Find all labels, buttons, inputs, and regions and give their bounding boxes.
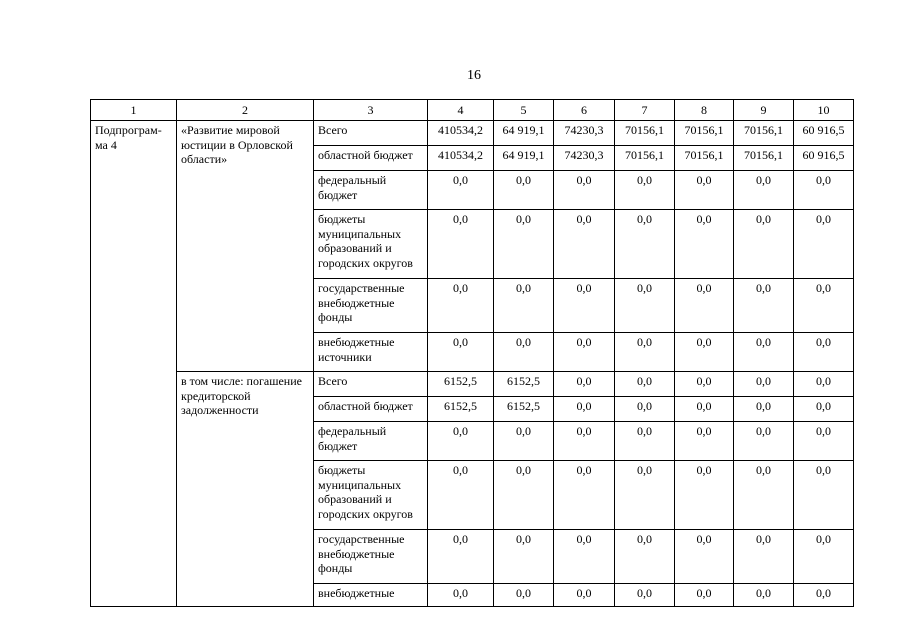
value-cell: 0,0: [428, 461, 494, 530]
value-cell: 410534,2: [428, 121, 494, 146]
column-header: 7: [615, 100, 675, 121]
value-cell: 0,0: [794, 530, 854, 584]
table-row: [91, 372, 854, 397]
value-cell: 0,0: [494, 422, 554, 461]
funding-source: областной бюджет: [314, 146, 428, 171]
value-cell: 0,0: [734, 422, 794, 461]
table-row: [91, 121, 854, 146]
column-header: 10: [794, 100, 854, 121]
value-cell: 0,0: [615, 397, 675, 422]
value-cell: 0,0: [428, 530, 494, 584]
value-cell: 0,0: [615, 372, 675, 397]
value-cell: 0,0: [494, 279, 554, 333]
value-cell: 0,0: [554, 279, 615, 333]
value-cell: 0,0: [794, 210, 854, 279]
value-cell: 0,0: [615, 210, 675, 279]
value-cell: 0,0: [554, 530, 615, 584]
value-cell: 6152,5: [428, 397, 494, 422]
value-cell: 60 916,5: [794, 146, 854, 171]
value-cell: 0,0: [494, 461, 554, 530]
value-cell: 0,0: [794, 171, 854, 210]
value-cell: 70156,1: [615, 146, 675, 171]
value-cell: 60 916,5: [794, 121, 854, 146]
value-cell: 6152,5: [494, 397, 554, 422]
value-cell: 0,0: [675, 461, 734, 530]
value-cell: 0,0: [794, 279, 854, 333]
value-cell: 74230,3: [554, 121, 615, 146]
value-cell: 0,0: [734, 461, 794, 530]
value-cell: 74230,3: [554, 146, 615, 171]
value-cell: 0,0: [615, 171, 675, 210]
value-cell: 0,0: [554, 584, 615, 607]
value-cell: 0,0: [794, 461, 854, 530]
value-cell: 70156,1: [615, 121, 675, 146]
value-cell: 64 919,1: [494, 146, 554, 171]
value-cell: 0,0: [734, 372, 794, 397]
funding-source: внебюджетные: [314, 584, 428, 607]
funding-source: Всего: [314, 121, 428, 146]
funding-source: бюджеты муниципальных образований и городских округов: [314, 461, 428, 530]
value-cell: 0,0: [675, 333, 734, 372]
subgroup-name: в том числе: погашение кредиторской задолженности: [177, 372, 314, 607]
value-cell: 0,0: [734, 171, 794, 210]
value-cell: 410534,2: [428, 146, 494, 171]
subprogram-code: Подпрограм-ма 4: [91, 121, 177, 607]
value-cell: 0,0: [794, 372, 854, 397]
funding-source: государственные внебюджетные фонды: [314, 279, 428, 333]
value-cell: 0,0: [794, 422, 854, 461]
value-cell: 0,0: [734, 210, 794, 279]
value-cell: 0,0: [554, 397, 615, 422]
value-cell: 0,0: [494, 210, 554, 279]
funding-source: федеральный бюджет: [314, 171, 428, 210]
funding-source: федеральный бюджет: [314, 422, 428, 461]
value-cell: 0,0: [428, 210, 494, 279]
value-cell: 0,0: [675, 171, 734, 210]
column-header: 3: [314, 100, 428, 121]
value-cell: 0,0: [554, 372, 615, 397]
value-cell: 0,0: [794, 397, 854, 422]
funding-source: государственные внебюджетные фонды: [314, 530, 428, 584]
value-cell: 70156,1: [675, 146, 734, 171]
value-cell: 0,0: [554, 461, 615, 530]
value-cell: 0,0: [734, 584, 794, 607]
value-cell: 0,0: [494, 333, 554, 372]
value-cell: 0,0: [615, 422, 675, 461]
value-cell: 0,0: [615, 279, 675, 333]
value-cell: 0,0: [428, 279, 494, 333]
value-cell: 0,0: [494, 584, 554, 607]
value-cell: 0,0: [554, 210, 615, 279]
value-cell: 0,0: [734, 279, 794, 333]
value-cell: 0,0: [554, 422, 615, 461]
subprogram-name: «Развитие мировой юстиции в Орловской области»: [177, 121, 314, 372]
column-header: 8: [675, 100, 734, 121]
value-cell: 0,0: [494, 171, 554, 210]
value-cell: 0,0: [428, 422, 494, 461]
value-cell: 0,0: [615, 530, 675, 584]
header-row: [91, 100, 854, 121]
value-cell: 64 919,1: [494, 121, 554, 146]
value-cell: 0,0: [554, 333, 615, 372]
column-header: 6: [554, 100, 615, 121]
column-header: 5: [494, 100, 554, 121]
value-cell: 0,0: [428, 584, 494, 607]
column-header: 2: [177, 100, 314, 121]
funding-source: внебюджетные источники: [314, 333, 428, 372]
value-cell: 6152,5: [428, 372, 494, 397]
value-cell: 0,0: [494, 530, 554, 584]
value-cell: 0,0: [734, 530, 794, 584]
funding-source: Всего: [314, 372, 428, 397]
value-cell: 0,0: [615, 333, 675, 372]
value-cell: 0,0: [734, 333, 794, 372]
value-cell: 6152,5: [494, 372, 554, 397]
column-header: 4: [428, 100, 494, 121]
value-cell: 70156,1: [734, 121, 794, 146]
value-cell: 0,0: [675, 422, 734, 461]
column-header: 9: [734, 100, 794, 121]
value-cell: 0,0: [615, 584, 675, 607]
value-cell: 0,0: [675, 279, 734, 333]
value-cell: 0,0: [675, 397, 734, 422]
value-cell: 0,0: [428, 333, 494, 372]
value-cell: 0,0: [554, 171, 615, 210]
funding-source: областной бюджет: [314, 397, 428, 422]
value-cell: 0,0: [734, 397, 794, 422]
funding-source: бюджеты муниципальных образований и городских округов: [314, 210, 428, 279]
value-cell: 0,0: [428, 171, 494, 210]
value-cell: 70156,1: [675, 121, 734, 146]
value-cell: 0,0: [675, 372, 734, 397]
value-cell: 0,0: [794, 333, 854, 372]
value-cell: 0,0: [615, 461, 675, 530]
page-number: 16: [467, 68, 481, 83]
value-cell: 0,0: [675, 210, 734, 279]
value-cell: 0,0: [675, 584, 734, 607]
value-cell: 0,0: [675, 530, 734, 584]
budget-table: [90, 99, 854, 607]
value-cell: 70156,1: [734, 146, 794, 171]
value-cell: 0,0: [794, 584, 854, 607]
column-header: 1: [91, 100, 177, 121]
